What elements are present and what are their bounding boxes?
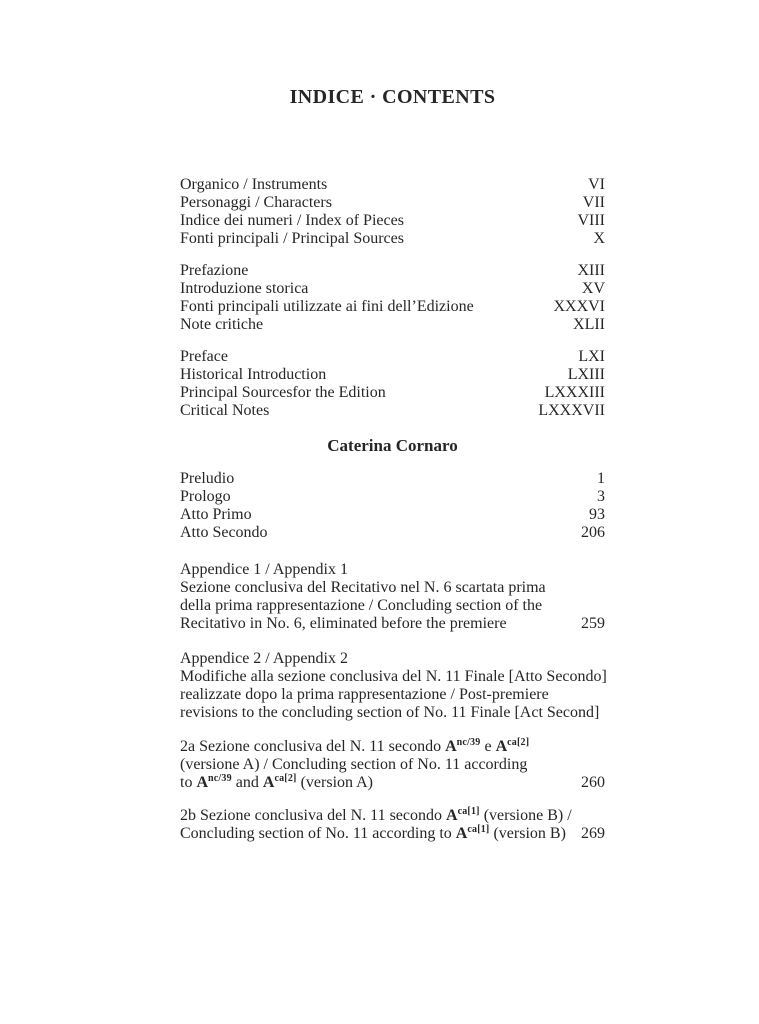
work-title-heading: Caterina Cornaro	[327, 436, 458, 455]
toc-entry-page-number: VI	[588, 176, 605, 193]
toc-entry-text: Recitativo in No. 6, eliminated before the premiere	[180, 615, 507, 632]
toc-entry-text: (versione A) / Concluding section of No. 11 according	[180, 756, 528, 773]
toc-entry-page-number: LXI	[578, 348, 605, 365]
toc-entry-text: realizzate dopo la prima rappresentazione / Post-premiere	[180, 686, 549, 703]
toc-row	[180, 470, 605, 488]
toc-entry-page-number: XXXVI	[553, 298, 605, 315]
toc-row	[180, 668, 605, 686]
toc-entry-page-number: 3	[597, 488, 605, 505]
toc-row	[180, 402, 605, 420]
toc-entry-text: revisions to the concluding section of No. 11 Finale [Act Second]	[180, 704, 600, 721]
toc-row	[180, 348, 605, 366]
toc-entry-text	[180, 774, 373, 792]
toc-row	[180, 561, 605, 579]
toc-row	[180, 366, 605, 384]
toc-row	[180, 579, 605, 597]
toc-entry-text: Note critiche	[180, 316, 264, 333]
toc-row	[180, 807, 605, 825]
toc-entry-text	[180, 825, 566, 843]
text-segment: A	[196, 774, 209, 791]
toc-row	[180, 230, 605, 248]
toc-entry-text	[180, 738, 529, 756]
toc-row	[180, 686, 605, 704]
score-sections-list	[180, 470, 605, 542]
toc-entry-text: Prologo	[180, 488, 231, 505]
toc-entry-text: Introduzione storica	[180, 280, 309, 297]
toc-entry-text: Preface	[180, 348, 228, 365]
text-segment: A	[446, 807, 458, 824]
toc-row	[180, 738, 605, 756]
text-segment: (versione B) /	[479, 807, 572, 824]
toc-entry-text: Atto Primo	[180, 506, 252, 523]
english-preface-list	[180, 348, 605, 420]
toc-entry-page-number: 269	[581, 825, 605, 842]
toc-row	[180, 280, 605, 298]
toc-row	[180, 597, 605, 615]
page-title: INDICE · CONTENTS	[289, 86, 496, 108]
toc-list	[180, 176, 605, 843]
toc-entry-text: Prefazione	[180, 262, 249, 279]
toc-row	[180, 506, 605, 524]
toc-entry-page-number: X	[593, 230, 605, 247]
text-segment: A	[262, 774, 275, 791]
toc-entry-text: Indice dei numeri / Index of Pieces	[180, 212, 404, 229]
toc-entry-text: Personaggi / Characters	[180, 194, 332, 211]
toc-entry-text: Appendice 2 / Appendix 2	[180, 650, 348, 667]
text-segment: and	[231, 774, 263, 791]
toc-entry-page-number: LXIII	[567, 366, 605, 383]
appendix-2b	[180, 807, 605, 843]
appendix-1	[180, 561, 605, 633]
source-siglum-superscript: ca[1]	[457, 806, 480, 817]
text-segment: 2a Sezione conclusiva del N. 11 secondo	[180, 738, 446, 755]
text-segment: 2b Sezione conclusiva del N. 11 secondo	[180, 807, 447, 824]
toc-entry-text: Historical Introduction	[180, 366, 327, 383]
toc-row	[180, 524, 605, 542]
toc-row	[180, 298, 605, 316]
toc-entry-page-number: 206	[581, 524, 605, 541]
toc-entry-text	[180, 807, 572, 825]
toc-entry-text: della prima rappresentazione / Concluding section of the	[180, 597, 543, 614]
toc-entry-page-number: 260	[581, 774, 605, 791]
toc-entry-page-number: VIII	[577, 212, 605, 229]
toc-entry-page-number: XLII	[573, 316, 605, 333]
toc-row	[180, 176, 605, 194]
appendix-2	[180, 650, 605, 722]
toc-entry-page-number: 1	[597, 470, 605, 487]
toc-row	[180, 756, 605, 774]
toc-row	[180, 774, 605, 792]
toc-entry-text: Modifiche alla sezione conclusiva del N. 11 Finale [Atto Secondo]	[180, 668, 607, 685]
source-siglum-superscript: nc/39	[208, 773, 232, 784]
toc-entry-text: Principal Sourcesfor the Edition	[180, 384, 386, 401]
toc-row	[180, 615, 605, 633]
text-segment: Concluding section of No. 11 according to	[180, 825, 456, 842]
appendix-2a	[180, 738, 605, 792]
toc-entry-text: Sezione conclusiva del Recitativo nel N. 6 scartata prima	[180, 579, 546, 596]
text-segment: e	[480, 738, 496, 755]
toc-row	[180, 488, 605, 506]
text-segment: A	[445, 738, 457, 755]
toc-entry-page-number: LXXXIII	[544, 384, 605, 401]
source-siglum-superscript: ca[1]	[467, 824, 490, 835]
text-segment: to	[180, 774, 197, 791]
toc-entry-page-number: VII	[582, 194, 605, 211]
front-matter-list	[180, 176, 605, 248]
toc-entry-text: Critical Notes	[180, 402, 270, 419]
toc-entry-page-number: XIII	[577, 262, 605, 279]
toc-entry-page-number: 93	[589, 506, 605, 523]
toc-row	[180, 194, 605, 212]
text-segment: A	[495, 738, 508, 755]
text-segment: A	[455, 825, 468, 842]
toc-row	[180, 704, 605, 722]
source-siglum-superscript: ca[2]	[274, 773, 297, 784]
text-segment: (version B)	[489, 825, 566, 842]
toc-entry-text: Fonti principali utilizzate ai fini dell’Edizione	[180, 298, 474, 315]
toc-entry-page-number: XV	[581, 280, 605, 297]
toc-row	[180, 825, 605, 843]
toc-entry-text: Organico / Instruments	[180, 176, 328, 193]
toc-entry-page-number: LXXXVII	[538, 402, 605, 419]
toc-entry-page-number: 259	[581, 615, 605, 632]
toc-row	[180, 212, 605, 230]
toc-row	[180, 262, 605, 280]
toc-row	[180, 650, 605, 668]
source-siglum-superscript: ca[2]	[507, 737, 530, 748]
toc-entry-text: Atto Secondo	[180, 524, 268, 541]
toc-row	[180, 316, 605, 334]
source-siglum-superscript: nc/39	[456, 737, 481, 748]
toc-entry-text: Appendice 1 / Appendix 1	[180, 561, 348, 578]
italian-preface-list	[180, 262, 605, 334]
toc-entry-text: Fonti principali / Principal Sources	[180, 230, 404, 247]
toc-entry-text: Preludio	[180, 470, 235, 487]
text-segment: (version A)	[296, 774, 374, 791]
toc-row	[180, 384, 605, 402]
